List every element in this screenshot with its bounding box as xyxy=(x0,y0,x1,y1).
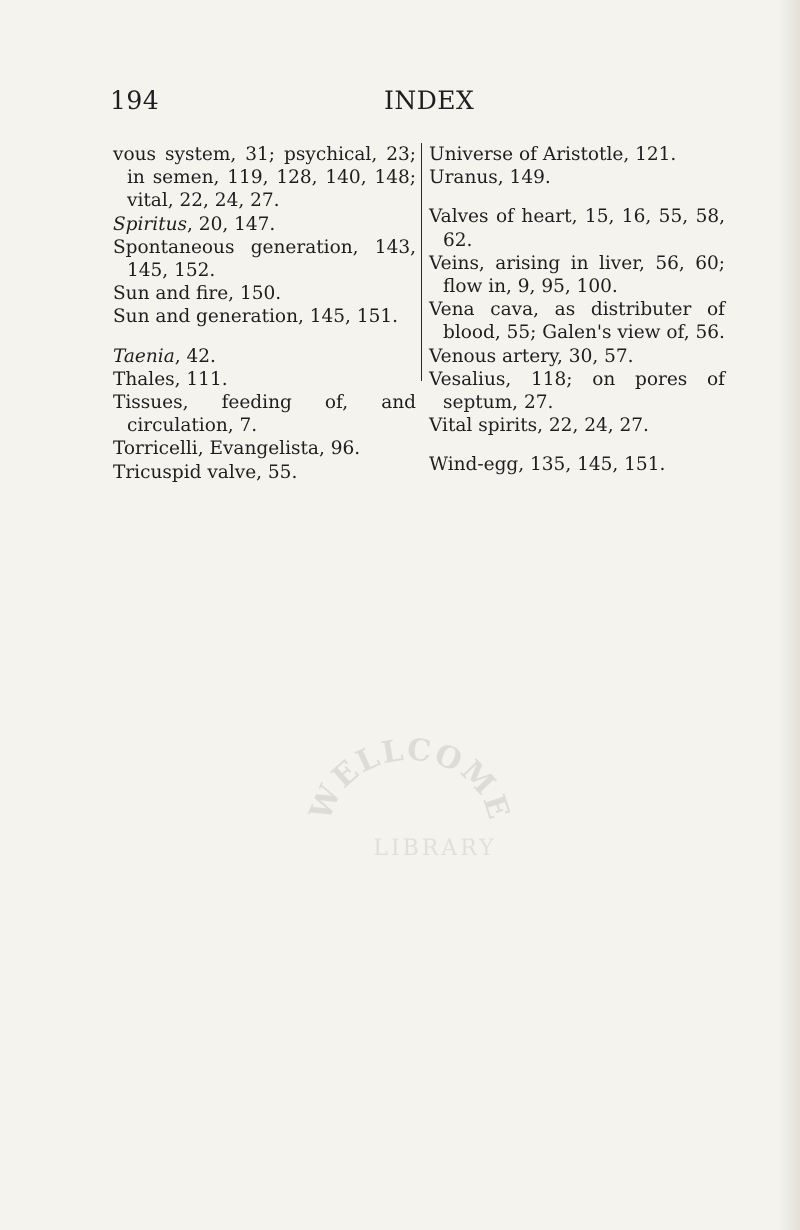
index-entry: Valves of heart, 15, 16, 55, 58, 62. xyxy=(429,206,725,251)
index-entry: Vena cava, as distributer of blood, 55; Galen's view of, 56. xyxy=(429,299,725,344)
index-entry: Sun and generation, 145, 151. xyxy=(113,306,399,328)
letter-group-gap xyxy=(429,437,725,453)
index-entry: Vital spirits, 22, 24, 27. xyxy=(429,415,649,437)
index-entry: Wind-egg, 135, 145, 151. xyxy=(429,454,666,476)
index-entry: Tissues, feeding of, and circulation, 7. xyxy=(113,392,416,437)
library-stamp-watermark xyxy=(300,735,520,885)
index-column-right xyxy=(429,143,725,477)
index-column-left xyxy=(113,143,416,484)
index-entry: Venous artery, 30, 57. xyxy=(429,345,634,367)
page-edge-shadow xyxy=(778,0,800,1230)
index-entry: Taenia, 42. xyxy=(113,345,216,367)
svg-text:WELLCOME: WELLCOME xyxy=(303,735,517,826)
index-entry: Vesalius, 118; on pores of septum, 27. xyxy=(429,368,725,414)
page-number: 194 xyxy=(110,86,160,115)
index-entry: vous system, 31; psychical, 23; in semen, 119, 128, 140, 148; vital, 22, 24, 27. xyxy=(113,144,416,212)
index-entry: Spiritus, 20, 147. xyxy=(113,213,276,235)
letter-group-gap xyxy=(429,189,725,205)
index-entry: Universe of Aristotle, 121. xyxy=(429,144,677,165)
index-entry: Spontaneous generation, 143, 145, 152. xyxy=(113,236,416,282)
index-entry: Tricuspid valve, 55. xyxy=(113,461,298,483)
index-entry: Thales, 111. xyxy=(113,368,228,390)
index-entry: Uranus, 149. xyxy=(429,167,551,189)
index-entry: Torricelli, Evangelista, 96. xyxy=(113,438,361,460)
running-head: INDEX xyxy=(384,86,475,115)
page-header xyxy=(110,86,688,120)
index-entry: Veins, arising in liver, 56, 60; flow in, 9, 95, 100. xyxy=(429,252,725,298)
svg-text:LIBRARY: LIBRARY xyxy=(373,836,497,861)
index-entry: Sun and fire, 150. xyxy=(113,283,282,305)
column-divider xyxy=(421,143,422,381)
letter-group-gap xyxy=(113,329,416,345)
